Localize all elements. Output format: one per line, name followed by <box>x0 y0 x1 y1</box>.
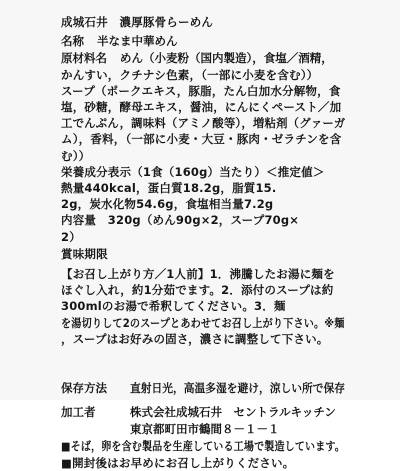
nutrition-line: 2g，炭水化物54.6g，食塩相当量7.2g <box>61 197 274 211</box>
storage-label: 保存方法 <box>61 381 107 395</box>
contents-line: 内容量 320g（めん90g×2，スープ70g× <box>61 213 300 227</box>
processor-label: 加工者 <box>61 405 96 419</box>
cooking-line: を湯切りして2のスープとあわせてお召し上がり下さい。※麺 <box>61 316 345 330</box>
ingredients-line: 塩，砂糖，酵母エキス，醤油，にんにくペースト／加 <box>61 100 342 114</box>
name-value: 半なま中華めん <box>97 34 178 48</box>
ingredients-line: 工でんぷん，調味料（アミノ酸等），増粘剤（グァーガ <box>61 116 346 130</box>
ingredients-line: スープ（ポークエキス，豚脂，たん白加水分解物，食 <box>61 84 341 98</box>
note-line: ■そば，卵を含む製品を生産している工場で製造しています。 <box>61 439 345 453</box>
processor-line: 株式会社成城石井 セントラルキッチン <box>130 405 336 419</box>
cooking-line: 300mlのお湯で希釈してください。3．麺 <box>61 299 286 313</box>
nutrition-line: 熱量440kcal，蛋白質18.2g，脂質15. <box>61 181 277 195</box>
best-before-label: 賞味期限 <box>61 247 108 261</box>
contents-line: 2） <box>61 230 81 244</box>
cooking-line: ほぐし入れ，約1分茹でます。2．添付のスープは約 <box>61 283 334 297</box>
ingredients-line: ム），香料，（一部に小麦・大豆・豚肉・ゼラチンを含 <box>61 132 342 146</box>
name-label: 名称 <box>61 34 84 48</box>
cooking-line: ，スープはお好みの固さ，濃さに調整して下さい。 <box>61 332 329 346</box>
ingredients-line: む）） <box>61 149 91 163</box>
processor-line: 東京都町田市鶴間８－１－１ <box>130 422 280 436</box>
nutrition-line: 栄養成分表示（1食（160g）当たり）＜推定値＞ <box>61 165 325 179</box>
storage-value: 直射日光，高温多湿を避け，涼しい所で保存 <box>130 381 346 395</box>
ingredients-line: かんすい，クチナシ色素，（一部に小麦を含む）） <box>61 68 319 82</box>
note-line: ■開封後はお早めにお召し上がりください。 <box>61 456 295 470</box>
ingredients-label: 原材料名 <box>61 51 107 65</box>
product-title: 成城石井 濃厚豚骨らーめん <box>61 15 214 29</box>
ingredients-line: めん（小麦粉（国内製造），食塩／酒精， <box>120 51 333 65</box>
cooking-line: 【お召し上がり方／1人前】1．沸騰したお湯に麺を <box>61 267 335 281</box>
